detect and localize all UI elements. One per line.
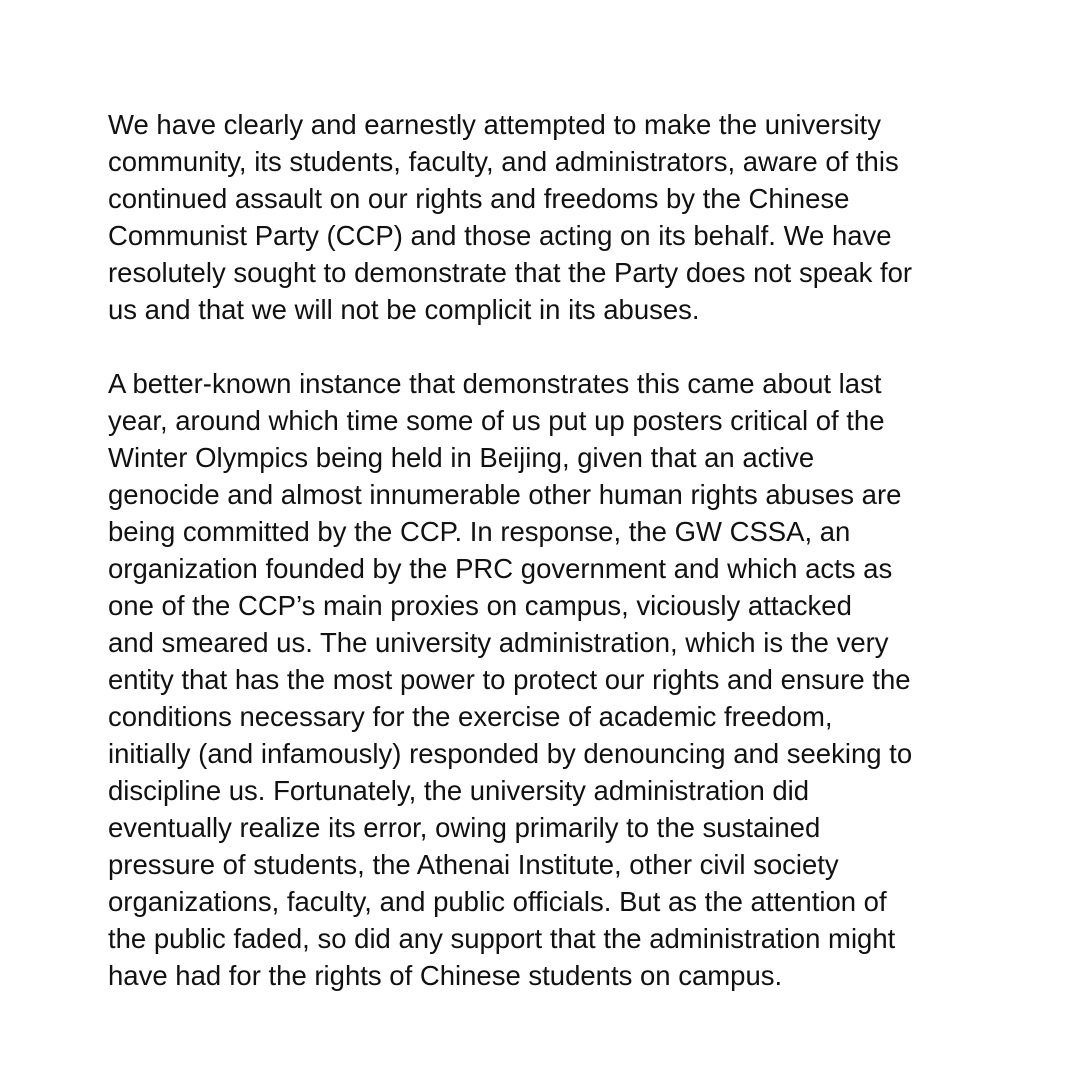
paragraph-line: continued assault on our rights and freedoms by the Chinese xyxy=(108,183,850,214)
paragraph-line: initially (and infamously) responded by denouncing and seeking to xyxy=(108,738,913,769)
paragraph-line: organizations, faculty, and public officials. But as the attention of xyxy=(108,886,887,917)
paragraph-line: and smeared us. The university administration, which is the very xyxy=(108,627,889,658)
paragraph-line: discipline us. Fortunately, the university administration did xyxy=(108,775,810,806)
paragraph-line: pressure of students, the Athenai Institute, other civil society xyxy=(108,849,839,880)
paragraph-2 xyxy=(108,365,1008,994)
paragraph-line: one of the CCP’s main proxies on campus, viciously attacked xyxy=(108,590,852,621)
paragraph-line: conditions necessary for the exercise of academic freedom, xyxy=(108,701,833,732)
paragraph-line: genocide and almost innumerable other human rights abuses are xyxy=(108,479,902,510)
paragraph-line: organization founded by the PRC government and which acts as xyxy=(108,553,893,584)
paragraph-line: community, its students, faculty, and administrators, aware of this xyxy=(108,146,899,177)
paragraph-line: entity that has the most power to protect our rights and ensure the xyxy=(108,664,911,695)
paragraph-line: Communist Party (CCP) and those acting on its behalf. We have xyxy=(108,220,892,251)
paragraph-line: us and that we will not be complicit in its abuses. xyxy=(108,294,700,325)
paragraph-line: Winter Olympics being held in Beijing, given that an active xyxy=(108,442,815,473)
paragraph-line: the public faded, so did any support that the administration might xyxy=(108,923,896,954)
paragraph-line: A better-known instance that demonstrates this came about last xyxy=(108,368,882,399)
paragraph-line: resolutely sought to demonstrate that the Party does not speak for xyxy=(108,257,913,288)
paragraph-line: eventually realize its error, owing primarily to the sustained xyxy=(108,812,821,843)
paragraph-line: We have clearly and earnestly attempted to make the university xyxy=(108,109,881,140)
paragraph-line: year, around which time some of us put up posters critical of the xyxy=(108,405,885,436)
paragraph-line: being committed by the CCP. In response, the GW CSSA, an xyxy=(108,516,851,547)
paragraph-line: have had for the rights of Chinese students on campus. xyxy=(108,960,783,991)
paragraph-1 xyxy=(108,106,1008,328)
